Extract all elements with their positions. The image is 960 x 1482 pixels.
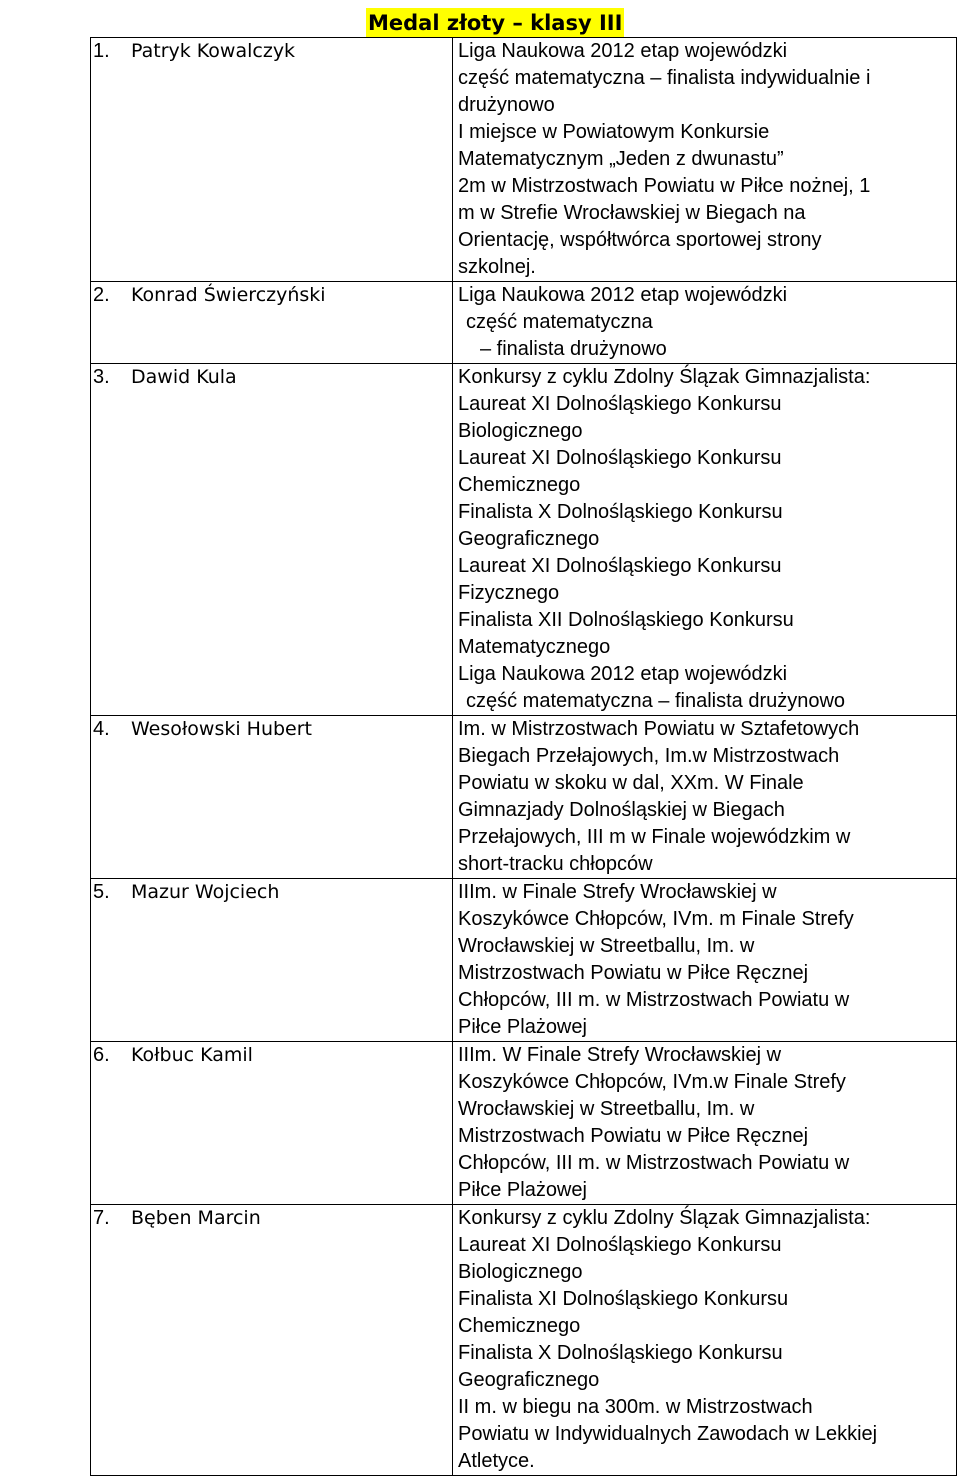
achievement-line: Laureat XI Dolnośląskiego Konkursu [458,1234,782,1256]
achievement-line: Finalista XI Dolnośląskiego Konkursu [458,1288,789,1310]
achievement-line: Biegach Przełajowych, Im.w Mistrzostwach [458,745,840,767]
achievement-line: Piłce Plażowej [458,1179,587,1201]
achievement-line: Orientację, współtwórca sportowej strony [458,229,822,251]
achievement-line: Liga Naukowa 2012 etap wojewódzki [458,284,788,306]
achievement-line: Piłce Plażowej [458,1016,587,1038]
table-row [90,282,957,364]
achievement-line: Gimnazjady Dolnośląskiej w Biegach [458,799,785,821]
achievement-line: Chemicznego [458,1315,581,1337]
achievement-line: część matematyczna – finalista indywidualnie i [458,67,871,89]
achievement-line: Wrocławskiej w Streetballu, Im. w [458,935,755,957]
achievements [453,879,956,1041]
achievement-line: Biologicznego [458,420,583,442]
achievement-line: część matematyczna [466,311,653,333]
achievement-line: Konkursy z cyklu Zdolny Ślązak Gimnazjalista: [458,366,871,388]
achievement-line: Finalista XII Dolnośląskiego Konkursu [458,609,794,631]
achievement-line: Wrocławskiej w Streetballu, Im. w [458,1098,755,1120]
table-row [90,716,957,879]
achievement-line: Finalista X Dolnośląskiego Konkursu [458,1342,783,1364]
achievements [453,364,956,715]
achievement-line: Konkursy z cyklu Zdolny Ślązak Gimnazjalista: [458,1207,871,1229]
achievement-line: Atletyce. [458,1450,535,1472]
achievement-line: Mistrzostwach Powiatu w Piłce Ręcznej [458,962,809,984]
achievement-line: drużynowo [458,94,555,116]
student-name: Wesołowski Hubert [121,716,453,878]
row-number: 6. [93,1044,110,1066]
achievement-line: Matematycznego [458,636,611,658]
row-number: 5. [93,881,110,903]
achievement-line: Laureat XI Dolnośląskiego Konkursu [458,393,782,415]
table-row [90,364,957,716]
achievement-line: – finalista drużynowo [480,338,667,360]
student-name: Dawid Kula [121,364,453,715]
achievement-line: IIIm. w Finale Strefy Wrocławskiej w [458,881,777,903]
table-row [90,879,957,1042]
row-number: 4. [93,718,110,740]
achievement-line: 2m w Mistrzostwach Powiatu w Piłce nożnej, 1 [458,175,871,197]
achievement-line: Laureat XI Dolnośląskiego Konkursu [458,555,782,577]
achievement-line: Geograficznego [458,1369,600,1391]
student-name: Konrad Świerczyński [121,282,453,363]
row-number: 7. [93,1207,110,1229]
table-row [90,1205,957,1476]
awards-table [90,37,957,1476]
row-number: 1. [93,40,110,62]
student-name: Kołbuc Kamil [121,1042,453,1204]
achievement-line: Geograficznego [458,528,600,550]
row-number: 3. [93,366,110,388]
row-number: 2. [93,284,110,306]
achievement-line: część matematyczna – finalista drużynowo [466,690,846,712]
achievement-line: Przełajowych, III m w Finale wojewódzkim w [458,826,851,848]
achievement-line: Powiatu w Indywidualnych Zawodach w Lekkiej [458,1423,878,1445]
achievement-line: IIIm. W Finale Strefy Wrocławskiej w [458,1044,782,1066]
achievement-line: Fizycznego [458,582,560,604]
achievement-line: Koszykówce Chłopców, IVm.w Finale Strefy [458,1071,846,1093]
achievement-line: Biologicznego [458,1261,583,1283]
table-row [90,37,957,282]
table-row [90,1042,957,1205]
achievement-line: Powiatu w skoku w dal, XXm. W Finale [458,772,804,794]
achievement-line: Finalista X Dolnośląskiego Konkursu [458,501,783,523]
student-name: Patryk Kowalczyk [121,38,453,281]
achievement-line: II m. w biegu na 300m. w Mistrzostwach [458,1396,813,1418]
achievement-line: Chemicznego [458,474,581,496]
achievements [453,716,956,878]
achievement-line: Matematycznym „Jeden z dwunastu” [458,148,784,170]
achievement-line: m w Strefie Wrocławskiej w Biegach na [458,202,806,224]
achievement-line: Chłopców, III m. w Mistrzostwach Powiatu w [458,1152,850,1174]
achievement-line: Liga Naukowa 2012 etap wojewódzki [458,663,788,685]
student-name: Mazur Wojciech [121,879,453,1041]
achievements [453,1042,956,1204]
achievement-line: Liga Naukowa 2012 etap wojewódzki [458,40,788,62]
achievement-line: szkolnej. [458,256,536,278]
achievement-line: Im. w Mistrzostwach Powiatu w Sztafetowych [458,718,860,740]
achievement-line: Mistrzostwach Powiatu w Piłce Ręcznej [458,1125,809,1147]
achievements [453,38,956,281]
achievement-line: Laureat XI Dolnośląskiego Konkursu [458,447,782,469]
achievement-line: short-tracku chłopców [458,853,653,875]
achievement-line: I miejsce w Powiatowym Konkursie [458,121,770,143]
achievements [453,282,956,363]
achievement-line: Koszykówce Chłopców, IVm. m Finale Strefy [458,908,854,930]
achievements [453,1205,956,1475]
student-name: Bęben Marcin [121,1205,453,1475]
achievement-line: Chłopców, III m. w Mistrzostwach Powiatu w [458,989,850,1011]
page-title: Medal złoty – klasy III [366,8,624,38]
